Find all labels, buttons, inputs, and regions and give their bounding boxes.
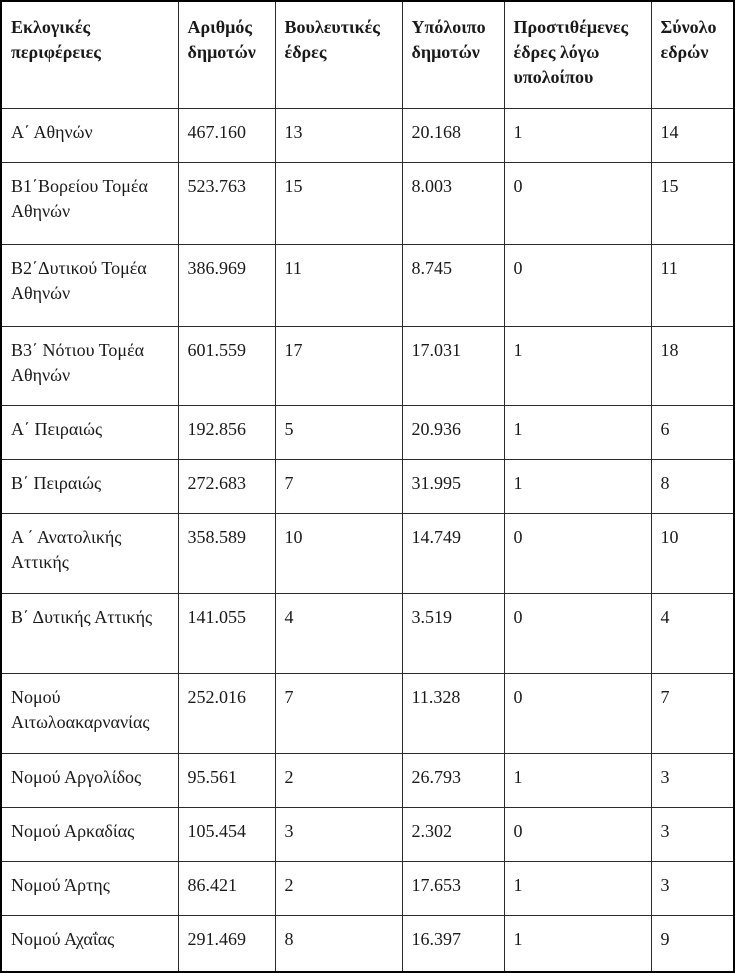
cell-remainder: 14.749	[402, 513, 504, 593]
cell-region: Α΄ Αθηνών	[1, 108, 178, 162]
cell-added-seats: 0	[504, 673, 651, 753]
cell-added-seats: 0	[504, 244, 651, 326]
cell-seats: 2	[275, 753, 402, 807]
table-row	[1, 162, 734, 244]
cell-citizens: 358.589	[178, 513, 275, 593]
cell-added-seats: 1	[504, 753, 651, 807]
table-row	[1, 244, 734, 326]
cell-seats: 17	[275, 326, 402, 405]
cell-added-seats: 0	[504, 162, 651, 244]
cell-citizens: 523.763	[178, 162, 275, 244]
cell-region: Νομού Άρτης	[1, 861, 178, 915]
cell-citizens: 386.969	[178, 244, 275, 326]
cell-region: Β2΄Δυτικού Τομέα Αθηνών	[1, 244, 178, 326]
header-cell-remainder: Υπόλοιπο δημοτών	[402, 1, 504, 108]
cell-citizens: 252.016	[178, 673, 275, 753]
cell-seats: 4	[275, 593, 402, 673]
cell-total-seats: 4	[651, 593, 734, 673]
cell-remainder: 17.031	[402, 326, 504, 405]
cell-citizens: 86.421	[178, 861, 275, 915]
cell-citizens: 272.683	[178, 459, 275, 513]
header-cell-added-seats: Προστιθέμενες έδρες λόγω υπολοίπου	[504, 1, 651, 108]
cell-seats: 15	[275, 162, 402, 244]
table-row	[1, 753, 734, 807]
cell-region: Α΄ Πειραιώς	[1, 405, 178, 459]
cell-total-seats: 3	[651, 807, 734, 861]
cell-total-seats: 14	[651, 108, 734, 162]
cell-seats: 2	[275, 861, 402, 915]
cell-seats: 8	[275, 915, 402, 972]
cell-total-seats: 7	[651, 673, 734, 753]
table-row	[1, 915, 734, 972]
table-header-row	[1, 1, 734, 108]
cell-seats: 13	[275, 108, 402, 162]
cell-region: Α ΄ Ανατολικής Αττικής	[1, 513, 178, 593]
cell-total-seats: 11	[651, 244, 734, 326]
table-row	[1, 807, 734, 861]
cell-region: Β΄ Πειραιώς	[1, 459, 178, 513]
cell-region: Νομού Αργολίδος	[1, 753, 178, 807]
cell-region: Νομού Αχαΐας	[1, 915, 178, 972]
cell-citizens: 141.055	[178, 593, 275, 673]
cell-remainder: 8.745	[402, 244, 504, 326]
cell-citizens: 467.160	[178, 108, 275, 162]
table-row	[1, 459, 734, 513]
cell-region: Νομού Αρκαδίας	[1, 807, 178, 861]
cell-seats: 5	[275, 405, 402, 459]
cell-remainder: 3.519	[402, 593, 504, 673]
cell-added-seats: 1	[504, 405, 651, 459]
cell-region: Β΄ Δυτικής Αττικής	[1, 593, 178, 673]
header-cell-region: Εκλογικές περιφέρειες	[1, 1, 178, 108]
table-row	[1, 513, 734, 593]
cell-region: Β3΄ Νότιου Τομέα Αθηνών	[1, 326, 178, 405]
cell-remainder: 31.995	[402, 459, 504, 513]
header-cell-total-seats: Σύνολο εδρών	[651, 1, 734, 108]
cell-added-seats: 1	[504, 108, 651, 162]
cell-citizens: 601.559	[178, 326, 275, 405]
cell-region: Νομού Αιτωλοακαρνανίας	[1, 673, 178, 753]
cell-total-seats: 3	[651, 753, 734, 807]
table-row	[1, 673, 734, 753]
table-row	[1, 861, 734, 915]
cell-total-seats: 18	[651, 326, 734, 405]
cell-total-seats: 6	[651, 405, 734, 459]
table-row	[1, 405, 734, 459]
cell-seats: 7	[275, 459, 402, 513]
header-cell-citizens: Αριθμός δημοτών	[178, 1, 275, 108]
table-row	[1, 326, 734, 405]
cell-remainder: 20.168	[402, 108, 504, 162]
cell-added-seats: 1	[504, 915, 651, 972]
cell-total-seats: 3	[651, 861, 734, 915]
cell-remainder: 17.653	[402, 861, 504, 915]
cell-added-seats: 0	[504, 513, 651, 593]
cell-remainder: 16.397	[402, 915, 504, 972]
cell-total-seats: 15	[651, 162, 734, 244]
table-row	[1, 593, 734, 673]
cell-remainder: 11.328	[402, 673, 504, 753]
cell-added-seats: 1	[504, 459, 651, 513]
cell-added-seats: 0	[504, 807, 651, 861]
cell-added-seats: 1	[504, 326, 651, 405]
cell-added-seats: 1	[504, 861, 651, 915]
cell-total-seats: 9	[651, 915, 734, 972]
cell-total-seats: 10	[651, 513, 734, 593]
cell-remainder: 2.302	[402, 807, 504, 861]
cell-seats: 10	[275, 513, 402, 593]
cell-seats: 11	[275, 244, 402, 326]
cell-seats: 3	[275, 807, 402, 861]
cell-citizens: 192.856	[178, 405, 275, 459]
cell-remainder: 26.793	[402, 753, 504, 807]
cell-citizens: 291.469	[178, 915, 275, 972]
table-row	[1, 108, 734, 162]
cell-remainder: 8.003	[402, 162, 504, 244]
cell-citizens: 95.561	[178, 753, 275, 807]
cell-remainder: 20.936	[402, 405, 504, 459]
cell-total-seats: 8	[651, 459, 734, 513]
header-cell-seats: Βουλευτικές έδρες	[275, 1, 402, 108]
cell-added-seats: 0	[504, 593, 651, 673]
cell-citizens: 105.454	[178, 807, 275, 861]
cell-region: Β1΄Βορείου Τομέα Αθηνών	[1, 162, 178, 244]
cell-seats: 7	[275, 673, 402, 753]
